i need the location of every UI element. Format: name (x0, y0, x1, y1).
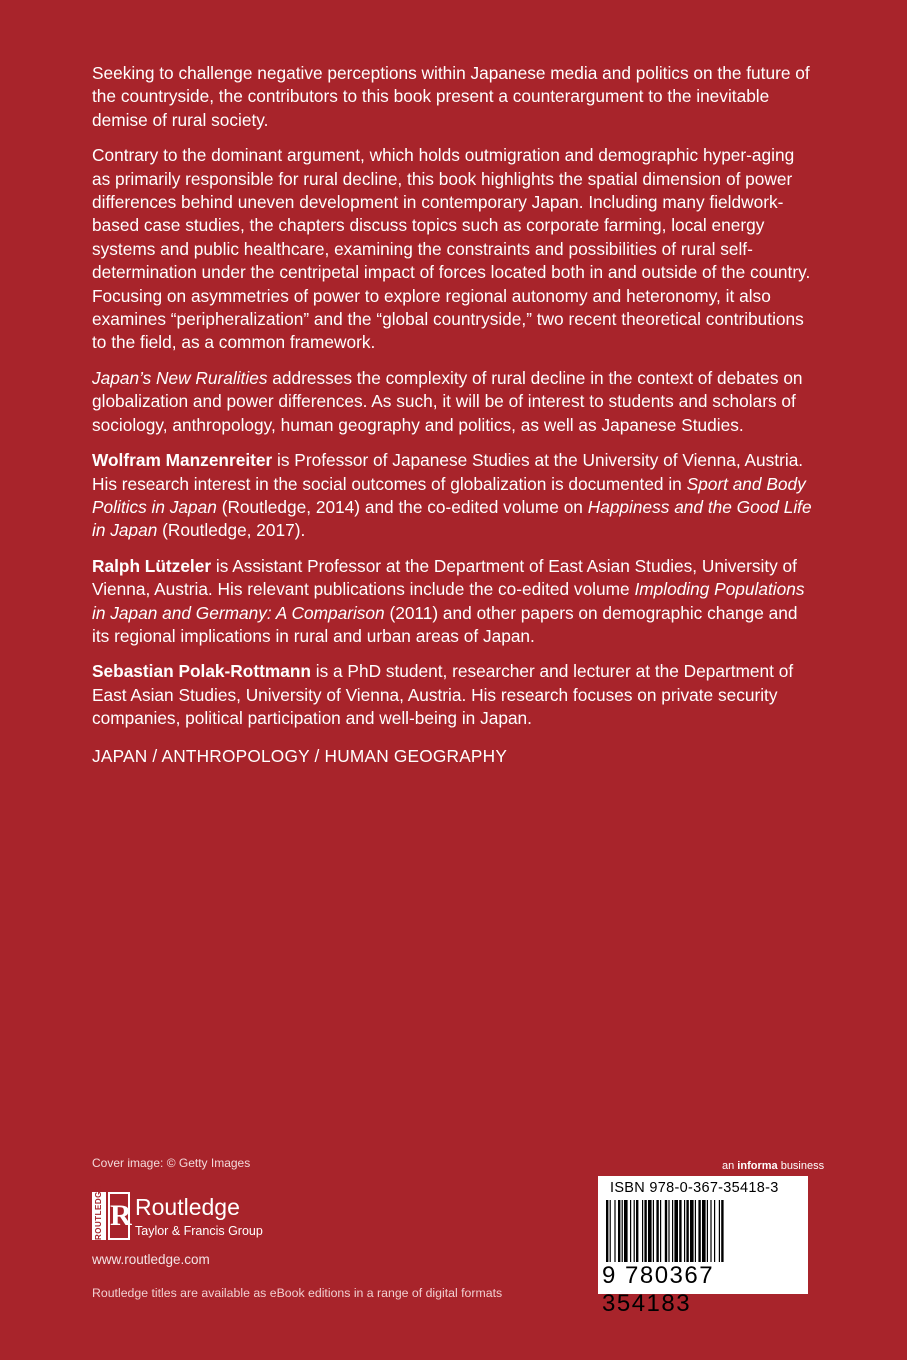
book-title: Japan’s New Ruralities (92, 367, 268, 388)
blurb-paragraph-3 (92, 367, 812, 437)
back-cover-text (92, 62, 812, 768)
barcode-bar (695, 1200, 696, 1262)
informa-bold: informa (737, 1160, 778, 1172)
publisher-name: Routledge (135, 1194, 240, 1220)
author-name: Sebastian Polak-Rottmann (92, 661, 311, 682)
publisher-website[interactable]: www.routledge.com (92, 1252, 210, 1267)
bio-lutzeler (92, 555, 812, 649)
barcode-bar (656, 1200, 658, 1262)
barcode-bars (606, 1200, 800, 1264)
bio-manzenreiter (92, 449, 812, 543)
publication-title: Happiness and the Good Life in Japan (92, 496, 812, 541)
barcode-bar (702, 1200, 706, 1262)
routledge-logo-icon (92, 1185, 292, 1242)
ebook-note: Routledge titles are available as eBook editions in a range of digital formats (92, 1286, 503, 1300)
bio-polak-rottmann (92, 660, 812, 730)
barcode-bar (668, 1200, 669, 1262)
barcode-bar (686, 1200, 688, 1262)
publisher-group: Taylor & Francis Group (135, 1224, 263, 1238)
publication-title: Imploding Populations in Japan and Germany: A Comparison (92, 579, 805, 623)
isbn-number: ISBN 978-0-367-35418-3 (610, 1180, 779, 1196)
bio-text: (Routledge, 2014) and the co-edited volume on (216, 496, 588, 517)
bio-text: (2011) and other papers on demographic change and its regional implications in rural and urban areas of Japan. (92, 602, 798, 646)
barcode-bar (653, 1200, 654, 1262)
informa-prefix: an (722, 1160, 738, 1172)
bio-text: (Routledge, 2017). (157, 520, 306, 541)
blurb-paragraph-1: Seeking to challenge negative perceptions within Japanese media and politics on the future of the countryside, the contributors to this book present a counterargument to the inevitable demise of rural society. (92, 63, 810, 130)
blurb-paragraph-3-text: addresses the complexity of rural decline in the context of debates on globalization and power differences. As such, it will be of interest to students and scholars of sociology, anthropology, human geography and politics, as well as Japanese Studies. (92, 367, 803, 435)
bio-text: is Professor of Japanese Studies at the University of Vienna, Austria. His research interest in the social outcomes of globalization is documented in (92, 450, 804, 494)
bio-text: is Assistant Professor at the Department of East Asian Studies, University of Vienna, Austria. His relevant publications include the co-edited volume (92, 555, 797, 600)
informa-business (722, 1160, 824, 1172)
bio-text: is a PhD student, researcher and lecturer at the Department of East Asian Studies, University of Vienna, Austria. His research focuses on private security companies, political participation and well-being in Japan. (92, 661, 794, 729)
barcode-bar (660, 1200, 661, 1262)
barcode-icon (598, 1176, 808, 1317)
barcode-bar (610, 1200, 611, 1262)
barcode-bar (674, 1200, 678, 1262)
cover-credit: Cover image: © Getty Images (92, 1156, 251, 1170)
barcode-bar (636, 1200, 638, 1262)
barcode-bar (679, 1200, 681, 1262)
barcode-bar (672, 1200, 673, 1262)
barcode-bar (690, 1200, 694, 1262)
barcode-bar (644, 1200, 646, 1262)
barcode-bar (698, 1200, 700, 1262)
barcode-bar (622, 1200, 623, 1262)
blurb-paragraph-2: Contrary to the dominant argument, which holds outmigration and demographic hyper-aging as primarily responsible for rural decline, this book highlights the spatial dimension of power differences behind uneven development in contemporary Japan. Including many fieldwork-based case studies, the chapters discuss topics such as corporate farming, local energy systems and public healthcare, examining the constraints and possibilities of rural self-determination under the centripetal impact of forces located both in and outside of the country. Focusing on asymmetries of power to explore regional autonomy and heteronomy, it also examines “peripheralization” and the “global countryside,” two recent theoretical contributions to the field, as a common framework. (92, 145, 811, 353)
barcode-bar (624, 1200, 628, 1262)
barcode-bar (630, 1200, 631, 1262)
barcode-bar (634, 1200, 635, 1262)
logo-vertical-text: ROUTLEDGE (92, 1192, 106, 1240)
barcode-bar (721, 1200, 723, 1262)
author-name: Wolfram Manzenreiter (92, 450, 273, 471)
barcode-bar (710, 1200, 711, 1262)
barcode-bar (707, 1200, 708, 1262)
barcode-bar (618, 1200, 620, 1262)
barcode-bar (614, 1200, 615, 1262)
barcode-bar (719, 1200, 720, 1262)
barcode-bar (684, 1200, 685, 1262)
barcode-bar (642, 1200, 643, 1262)
barcode-bar (665, 1200, 667, 1262)
publication-title: Sport and Body Politics in Japan (92, 473, 806, 517)
subject-category: JAPAN / ANTHROPOLOGY / HUMAN GEOGRAPHY (92, 745, 508, 766)
logo-letter: R (108, 1192, 130, 1240)
author-name: Ralph Lützeler (92, 555, 212, 576)
informa-suffix: business (777, 1160, 825, 1172)
barcode-bar (648, 1200, 652, 1262)
barcode-bar (714, 1200, 715, 1262)
barcode-bar (606, 1200, 608, 1262)
barcode-number: 9 780367 354183 (602, 1262, 715, 1317)
